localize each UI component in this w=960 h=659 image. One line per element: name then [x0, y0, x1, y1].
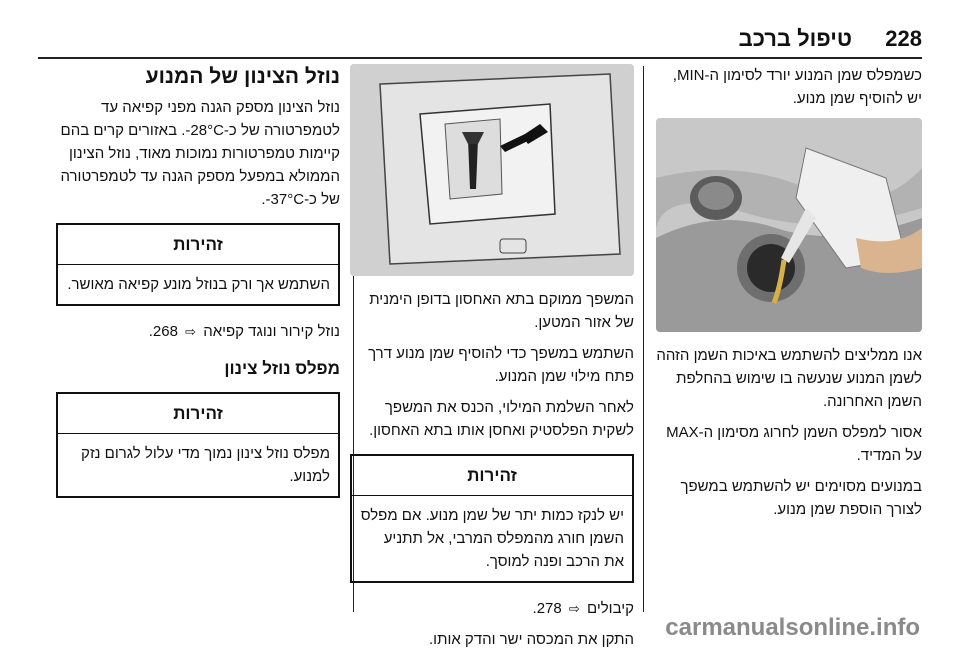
page-reference-icon: ⇨: [185, 324, 197, 339]
caution-box: [350, 454, 634, 583]
page-number: 228: [885, 26, 922, 51]
reference-page: 268.: [148, 323, 178, 340]
paragraph-use-funnel: השתמש במשפך כדי להוסיף שמן מנוע דרך פתח מילוי שמן המנוע.: [368, 345, 634, 385]
middle-column: [350, 64, 634, 659]
caution-box-antifreeze: [56, 223, 340, 306]
paragraph-install-cap: התקן את המכסה ישר והדק אותו.: [429, 631, 634, 648]
capacities-reference: [350, 597, 634, 620]
page-header: [0, 26, 960, 56]
caution-title: זהירות: [352, 456, 632, 496]
right-column: [656, 64, 922, 529]
engine-oil-fill-illustration: [656, 118, 922, 332]
watermark: carmanualsonline.info: [665, 614, 920, 641]
paragraph-oil-quality: אנו ממליצים להשתמש באיכות השמן הזהה לשמן המנוע שנעשה בו שימוש בהחלפת השמן האחרונה.: [656, 347, 922, 410]
paragraph-coolant-protection: נוזל הצינון מספק הגנה מפני קפיאה עד לטמפרטורה של כ-28°C-. באזורים קרים בהם קיימות טמפרטורות נמוכות מאוד, נוזל הצינון הממולא במפעל מספק הגנה עד לטמפרטורה של כ-37°C-.: [60, 99, 340, 208]
intro-paragraph: כשמפלס שמן המנוע יורד לסימון ה-MIN, יש להוסיף שמן מנוע.: [672, 67, 922, 107]
paragraph-store-funnel: לאחר השלמת המילוי, הכנס את המשפך לשקית הפלסטיק ואחסן אותו בתא האחסון.: [369, 399, 634, 439]
page-title: טיפול ברכב: [738, 26, 852, 51]
trunk-funnel-illustration: [350, 64, 634, 276]
paragraph-funnel: במנועים מסוימים יש להשתמש במשפך לצורך הוספת שמן מנוע.: [680, 478, 922, 518]
section-heading: נוזל הצינון של המנוע: [145, 65, 340, 88]
reference-page: 278.: [532, 600, 562, 617]
caution-body: מפלס נוזל צינון נמוך מדי עלול לגרום נזק למנוע.: [80, 445, 330, 485]
reference-label: קיבולים: [586, 600, 634, 617]
paragraph-funnel-location: המשפך ממוקם בתא האחסון בדופן הימנית של אזור המטען.: [369, 291, 634, 331]
caution-title: זהירות: [58, 394, 338, 434]
coolant-reference: [56, 320, 340, 343]
reference-label: נוזל קירור ונוגד קפיאה: [203, 323, 340, 340]
caution-body: יש לנקז כמות יתר של שמן מנוע. אם מפלס השמן חורג מהמפלס המרבי, אל תתניע את הרכב ופנה למוסך.: [360, 507, 624, 570]
page-reference-icon: ⇨: [568, 601, 580, 616]
header-rule: [38, 57, 922, 59]
caution-body: השתמש אך ורק בנוזל מונע קפיאה מאושר.: [67, 276, 330, 293]
column-divider-right: [643, 66, 644, 612]
subsection-heading: מפלס נוזל צינון: [224, 359, 340, 378]
caution-box-level: [56, 392, 340, 498]
left-column: [56, 64, 340, 512]
caution-title: זהירות: [58, 225, 338, 265]
paragraph-max-mark: אסור למפלס השמן לחרוג מסימון ה-MAX על המדיד.: [666, 424, 922, 464]
